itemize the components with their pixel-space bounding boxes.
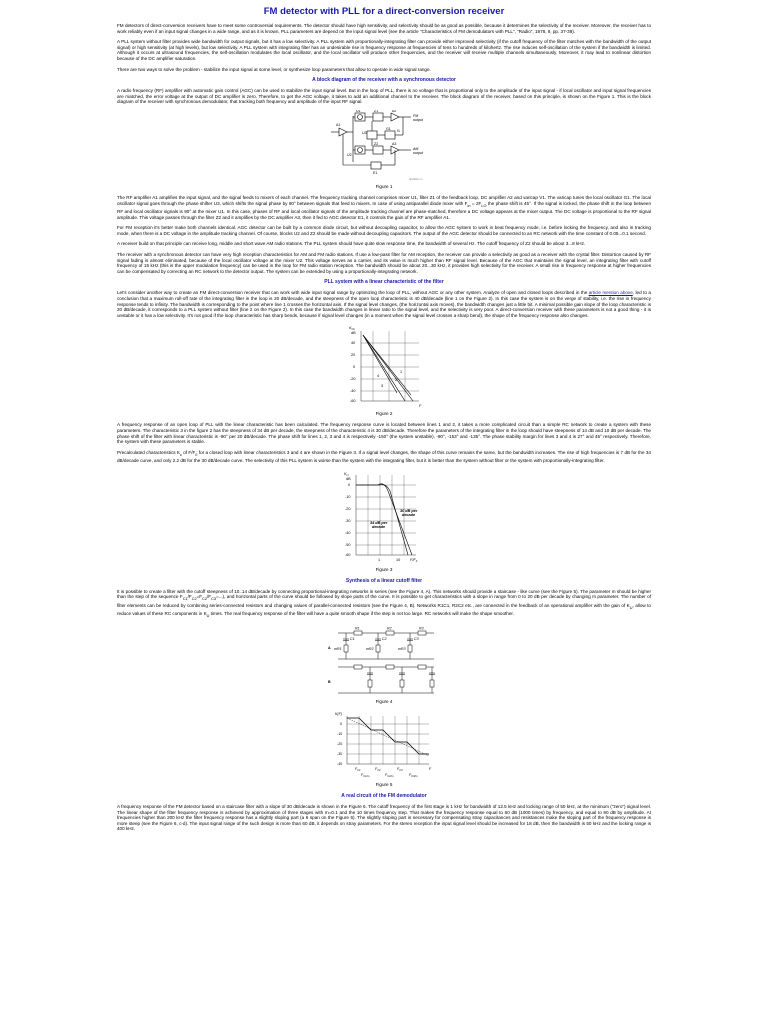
fig5-ytick: -20 (337, 741, 343, 746)
fig1-label: U1 (356, 109, 361, 114)
fig1-label: AM (413, 146, 419, 151)
fig5-xtick: $F_{C3/m}$ (409, 772, 418, 778)
intro-paragraph: FM detectors of direct-conversion receivers have to meet some controversial requirements. The detector should have high sensitivity, and selectivity should be as good as possible, because it determines the selectivity of the receiver. Moreover, the receiver has to work reliably even if an input signal changes in a wide range, and as it is known, PLL parameters are depend on the input signal level (see the article "Characteristics of FM demodulators with PLL", "Radio", 1978, 9, pp. 37-39). (117, 23, 651, 34)
fig5-ytick: -30 (337, 751, 343, 756)
body-paragraph: A frequency response of the FM detector based on a staircase filter with a slope of 30 dB/decade is shown in the Figure 6. The cutoff frequency of the first stage is 1 kHz for bandwidth of 12.5 kHz and locking range of 50 kHz, at the minimum ("zero") signal level. The linear shape of the filter frequency response is achieved by approximation of three stages with m=0.1 and the 10 times frequency step. That makes the frequency response equal to 60 dB (1000 times) by frequency, and equal to 90 dB by amplitude. At frequencies higher than 200 kHz the filter frequency response has a slightly sloping part (a 6 span on the Figure 6). The slightly sloping part is necessary for compensating stray capacitances and resistances make the sloping part of the frequency response is more steep (see the Figure 6, c-d). The input signal range of the such design is more than 60 dB, it depends on stray parameters. For the stereo reception the input signal level should be increased for 18 dB, then the bandwidth is 50 kHz and the locking range is 400 kHz. (117, 803, 651, 832)
fig1-watermark: dpvalbirs.ru (409, 177, 423, 181)
text-run: of F/F (181, 449, 196, 455)
fig1-label: output (413, 150, 423, 155)
figure-caption: Figure 1 (375, 183, 393, 189)
fig4-label: R2 (387, 626, 392, 631)
fig5-ytick: -40 (337, 761, 343, 766)
figure-5-staircase-plot (329, 710, 439, 780)
intro-paragraph: There are two ways to solve the problem - stabilize the input signal at some level, or synthesize loop parameters that allow to operate in wide signal range. (117, 66, 431, 72)
article (117, 4, 651, 837)
fig4-label: C1 (350, 636, 355, 641)
subscript: C2 (191, 597, 197, 602)
body-paragraph: For FM reception it's better make both channels identical. AGC detector can be built by a common diode circuit, but without decoupling capacitor, to allow the AGC system to work in beat frequency mode, i.e. before locking the frequency, and also in tracking mode, when there is a DC voltage in the amplitude tracking channel. Of course, blocks U2 and Z2 should be made without decoupling capacitors. The output of the AGC detector should be connected to an RC network with the time constant of 0.05...0.1 second. (117, 225, 651, 236)
fig5-ylabel: K(F) (335, 711, 342, 716)
subscript: 0 (195, 452, 198, 457)
figure-1-block-diagram (329, 110, 439, 182)
text-run: , allow to reduce values of these RC components in K (117, 602, 651, 617)
fig3-yunit: dB (346, 476, 351, 481)
body-paragraph: The receiver with a synchronous detector can have very high reception characteristics for AM and FM radio stations. If use a low-pass filter for AM reception, the receiver can provide a selectivity as good as a receiver with the crystal filter. Distortion caused by RF signal fading is almost eliminated, because of the local oscillator voltage at the mixer U2. This voltage serves as a carrier, and its value is much higher than RF signal level. Because of the AGC that maintains the signal level, an integrating filter with cutoff frequency of 15 kHz (this is the upper modulation frequency) can be used in the loop for FM radio station reception. The bandwidth should be about 20...30 kHz, it provides high selectivity for the receiver. A small rise in frequency response at higher frequencies can be compensated by correcting an RC network to the detector output. The system can be extended by using a proportionally-integrating network. (117, 252, 651, 274)
body-paragraph: A radio frequency (RF) amplifier with automatic gain control (AGC) can be used to stabilize the input signal level. But in the loop of PLL, there is no voltage that is proportional only to the amplitude of the input signal - if local oscillator and input signal frequencies are matched, the error voltage at the output of DC amplifier is zero. Therefore, to get the AGC voltage, it takes to add an additional channel to the receiver. The block diagram of the receiver, based on this principle, is shown on the Figure 1. This is the block diagram of the receiver with synchronous demodulator, that tracking both frequency and amplitude of the input RF signal. (117, 88, 651, 105)
section-heading: A real circuit of the FM demodulator (341, 792, 427, 799)
text-run: /F (187, 594, 192, 600)
fig2-ytick: -20 (350, 377, 356, 382)
fig1-label: A2 (392, 109, 397, 114)
fig2-ytick: 20 (351, 353, 356, 358)
fig2-ytick: -60 (350, 399, 356, 404)
text-run: =...), and horizontal parts of the curve should be followed by slope parts of the curve. It is possible to get characteristics with a slope in range from 0 to 20 dB per decade by changing m parameter. The number of filter elements can be reduced by combining series-connected resistors and changing values of parallel-connected resistors (see the Figure 4, B). Networks R1C1, R2C2 etc., are connected in the feedback of an operational amplifier with the gain of K (117, 594, 651, 608)
fig3-xtick: 1 (378, 557, 381, 562)
fig1-label: output (413, 117, 423, 122)
fig5-ytick: 0 (340, 721, 342, 726)
subscript: C1 (182, 597, 188, 602)
fig3-annotation: decade (402, 512, 416, 517)
fig1-label: f1 (397, 128, 400, 133)
fig3-xlabel: $F/F_0$ (410, 557, 418, 563)
text-run: = 2F (470, 200, 482, 206)
text-run: for a closed loop with linear characteristics 3 and 4 are shown in the Figure 3. If a signal level changes, the shape of this curve remains the same, but the bandwidth increases. The rise of high frequencies is 7 dB for the 34 dB/decade curve, and only 2.2 dB for the 30 dB/decade curve. The selectivity of this PLL system is worse than the system with the integrating filter, but it is better than the system without filter or the system with proportionally-integrating filter. (117, 449, 651, 464)
fig2-ytick: 0 (353, 365, 356, 370)
fig4-label: C3 (414, 636, 419, 641)
fig1-label: G1 (386, 126, 391, 131)
fig4-label: mR1 (334, 646, 342, 651)
section-heading: PLL system with a linear characteristic of the filter (324, 279, 444, 286)
fig4-label: C2 (382, 636, 387, 641)
fig4-label: B (328, 679, 331, 684)
fig3-annotation: 30 dB per (400, 508, 418, 513)
body-paragraph (117, 589, 651, 620)
body-paragraph: A frequency response of an open loop of PLL with the linear characteristic has been calculated. The frequency response curve is located between lines 1 and 2, it takes a more complicated circuit than a simple RC network to create a system with these parameters. The characteristic 3 in the figure 2 has the steepness of 34 dB per decade, the steepness of the characteristic 4 is 30 dB/decade. Therefore the parameters of the integrating filter in the loop should have steepness of 14 dB and 10 dB per decade. The phase shift of the filter with linear characteristic is -90° per 20 dB/decade. The phase shift for lines 1, 2, 3 and 4 is respectively -150° (the system unstable), -90°, -153° and -135°. The phase stability margin for lines 3 and 4 is 27° and 45° respectively. Therefore, the system with these parameters is stable. (117, 422, 651, 445)
section-heading: Synthesis of a linear cutoff filter (345, 577, 423, 584)
fig3-ytick: -60 (345, 552, 351, 557)
text-run: The RF amplifier A1 amplifies the input signal, and the signal feeds to mixers of each channel. The frequency tracking channel comprises mixer U1, filter Z1 of the feedback loop, DC amplifier A2 and varicap V1. The varicap tunes the local oscillator G1. The local oscillator signal goes through the phase shifter U3, which shifts the signal phase by 90° between signals that feed to mixers. In case of using antiparallel diode mixer with F (117, 194, 651, 206)
fig3-ytick: -10 (345, 494, 351, 499)
fig5-xtick: $F_{C2/m}$ (385, 772, 394, 778)
body-paragraph (117, 290, 651, 318)
fig3-ytick: -40 (345, 530, 351, 535)
subscript: U (206, 614, 210, 619)
fig1-label: U3 (362, 130, 367, 135)
subscript: in (467, 203, 471, 208)
fig3-ytick: -20 (345, 506, 351, 511)
text-run: the phase shift is 45°. If the signal is locked, the phase shift in the loop between RF and local oscillator signals is 90° at the mixer U1. In this case, phases of RF and local oscillator signals of the amplitude tracking channel are phase-matched, therefore a DC voltage appears at the mixer output. The DC voltage is proportional to the RF signal amplitude. This voltage passes through the filter Z2 and it amplifies by the DC amplifier A3, then it fed to AGC detector E1, it controls the gain of the RF amplifier A1. (117, 200, 651, 220)
fig3-xtick: 10 (396, 557, 401, 562)
fig5-xtick: $F_{C3}$ (397, 766, 403, 772)
fig2-line-label: 3 (381, 384, 384, 389)
text-run: It is possible to create a filter with the cutoff steepness of 10..14 dB/decade by connecting proportional-integrating networks in series (see the Figure 4, A). This networks should provide a staircase - like curve (see the Figure 5). The parameter m should be higher than the step of the sequence F (117, 588, 651, 600)
subscript: LO (481, 203, 487, 208)
text-run: /F (207, 594, 212, 600)
fig3-ytick: 0 (348, 482, 351, 487)
article-link[interactable]: article mention above (588, 290, 633, 296)
figure-caption: Figure 3 (375, 566, 393, 572)
fig3-ytick: -50 (345, 542, 351, 547)
fig1-label: A1 (336, 122, 341, 127)
fig1-label: Z1 (374, 109, 379, 114)
fig1-label: Z2 (374, 141, 379, 146)
body-paragraph (117, 195, 651, 220)
subscript: c (179, 452, 182, 457)
fig2-ytick: -40 (350, 389, 356, 394)
section-heading: A block diagram of the receiver with a synchronous detector (312, 77, 456, 84)
text-run: , led to a conclusion that a maximum roll-off rate of the integrating filter in the loop is 20 dB/decade, and the steepness of the open loop characteristic is 40 dB/decade (line 1 on the Figure 2). In this case the system is on the verge of stability, i.e. the rise in frequency response tends to infinity. The bandwidth is corresponding to the point where line 1 crosses the horizontal axis. If the signal level changes, (the horizontal axis moves), the bandwidth changes just a little bit. A minimal possible gain slope of the loop characteristic is 20 dB/decade, it corresponds to a PLL system without filter (line 2 on the Figure 2). In this case the bandwidth changes in linear ratio to the signal level, and the selectivity is very poor. A direct-conversion receiver with these parameters is not a good thing - it is unstable or it has a low selectivity. It's not good if the loop characteristic has sharp bends, because if signal level changes (in a moment when the signal level crosses a sharp bend), the shape of the frequency response also changes. (117, 290, 651, 318)
figure-caption: Figure 4 (375, 698, 393, 704)
subscript: U (629, 605, 633, 610)
body-paragraph (117, 450, 651, 464)
fig3-ylabel: $K_{cl}$ (344, 471, 349, 477)
fig2-line-label: 4 (377, 374, 380, 379)
text-run: Precalculated characteristics K (117, 449, 180, 455)
subscript: C3 (211, 597, 217, 602)
fig5-xlabel: F (429, 766, 432, 771)
text-run: =F (196, 594, 203, 600)
subscript: C2 (202, 597, 208, 602)
fig2-line-label: 1 (400, 370, 403, 375)
fig1-label: A3 (392, 141, 397, 146)
fig1-label: FM (413, 113, 419, 118)
fig5-ytick: -10 (337, 731, 343, 736)
figure-2-open-loop-plot (339, 323, 429, 409)
text-run: times. The real frequency response of the filter will have a quite smooth shape if the step is not too large. RC networks will make the shape smoother. (209, 611, 514, 617)
figure-caption: Figure 2 (375, 411, 393, 417)
fig2-line-label: 2 (395, 378, 398, 383)
fig2-yunit: dB (351, 331, 356, 336)
figure-4-rc-networks (324, 625, 444, 697)
fig1-label: U2 (347, 152, 352, 157)
fig5-xtick: $F_{C1}$ (355, 766, 361, 772)
intro-paragraph: A PLL system without filter provides wide bandwidth for output signals, but it has a low selectivity. A PLL system with proportionally-integrating filter can provide either improved selectivity (if the cutoff frequency of the filter matches with the bandwidth of the output signal) or high sensitivity (at high levels), but low selectivity. A PLL system with integrating filter has an undesirable rise in frequency response at frequencies of tens to hundreds of kilohertz. The rise induces self-oscillation of the system if the bandwidth is limited. Although it occurs at ultrasound frequencies, the self-oscillation modulates the local oscillator, and the local oscillator will produce other frequencies, and the receiver will receive multiple channels simultaneously. Moreover, it may lead to nonlinear distortion because of the DC amplifier saturation. (117, 39, 651, 61)
page-title: FM detector with PLL for a direct-conversion receiver (263, 6, 505, 17)
fig4-label: mR2 (366, 646, 374, 651)
figure-3-closed-loop-plot (334, 469, 434, 565)
figure-caption: Figure 5 (375, 781, 393, 787)
fig3-ytick: -30 (345, 518, 351, 523)
text-run: Let's consider another way to create an FM direct-conversion receiver that can work with wide input signal range by optimizing the loop of PLL, without AGC or any other system. Analyze of open and closed loops described in the (117, 290, 589, 296)
fig3-annotation: decade (372, 524, 386, 529)
fig4-label: R1 (355, 626, 360, 631)
fig3-annotation: 34 dB per (370, 520, 388, 525)
body-paragraph: A receiver build on that principle can receive long, middle and short wave AM radio stations. The PLL system should have quite slow response time, the bandwidth of several Hz. The cutoff frequency of Z2 should be about 3...8 kHz. (117, 241, 586, 247)
fig4-label: mR3 (398, 646, 406, 651)
fig2-ytick: 40 (351, 341, 356, 346)
fig4-label: A (328, 645, 331, 650)
fig2-ylabel: $K_{OL}$ (349, 326, 356, 332)
fig2-xlabel: F (419, 404, 422, 409)
fig1-label: E1 (373, 170, 378, 175)
fig4-label: R3 (419, 626, 424, 631)
fig5-xtick: $F_{C2}$ (375, 766, 381, 772)
fig5-xtick: $F_{C1/m}$ (361, 772, 370, 778)
